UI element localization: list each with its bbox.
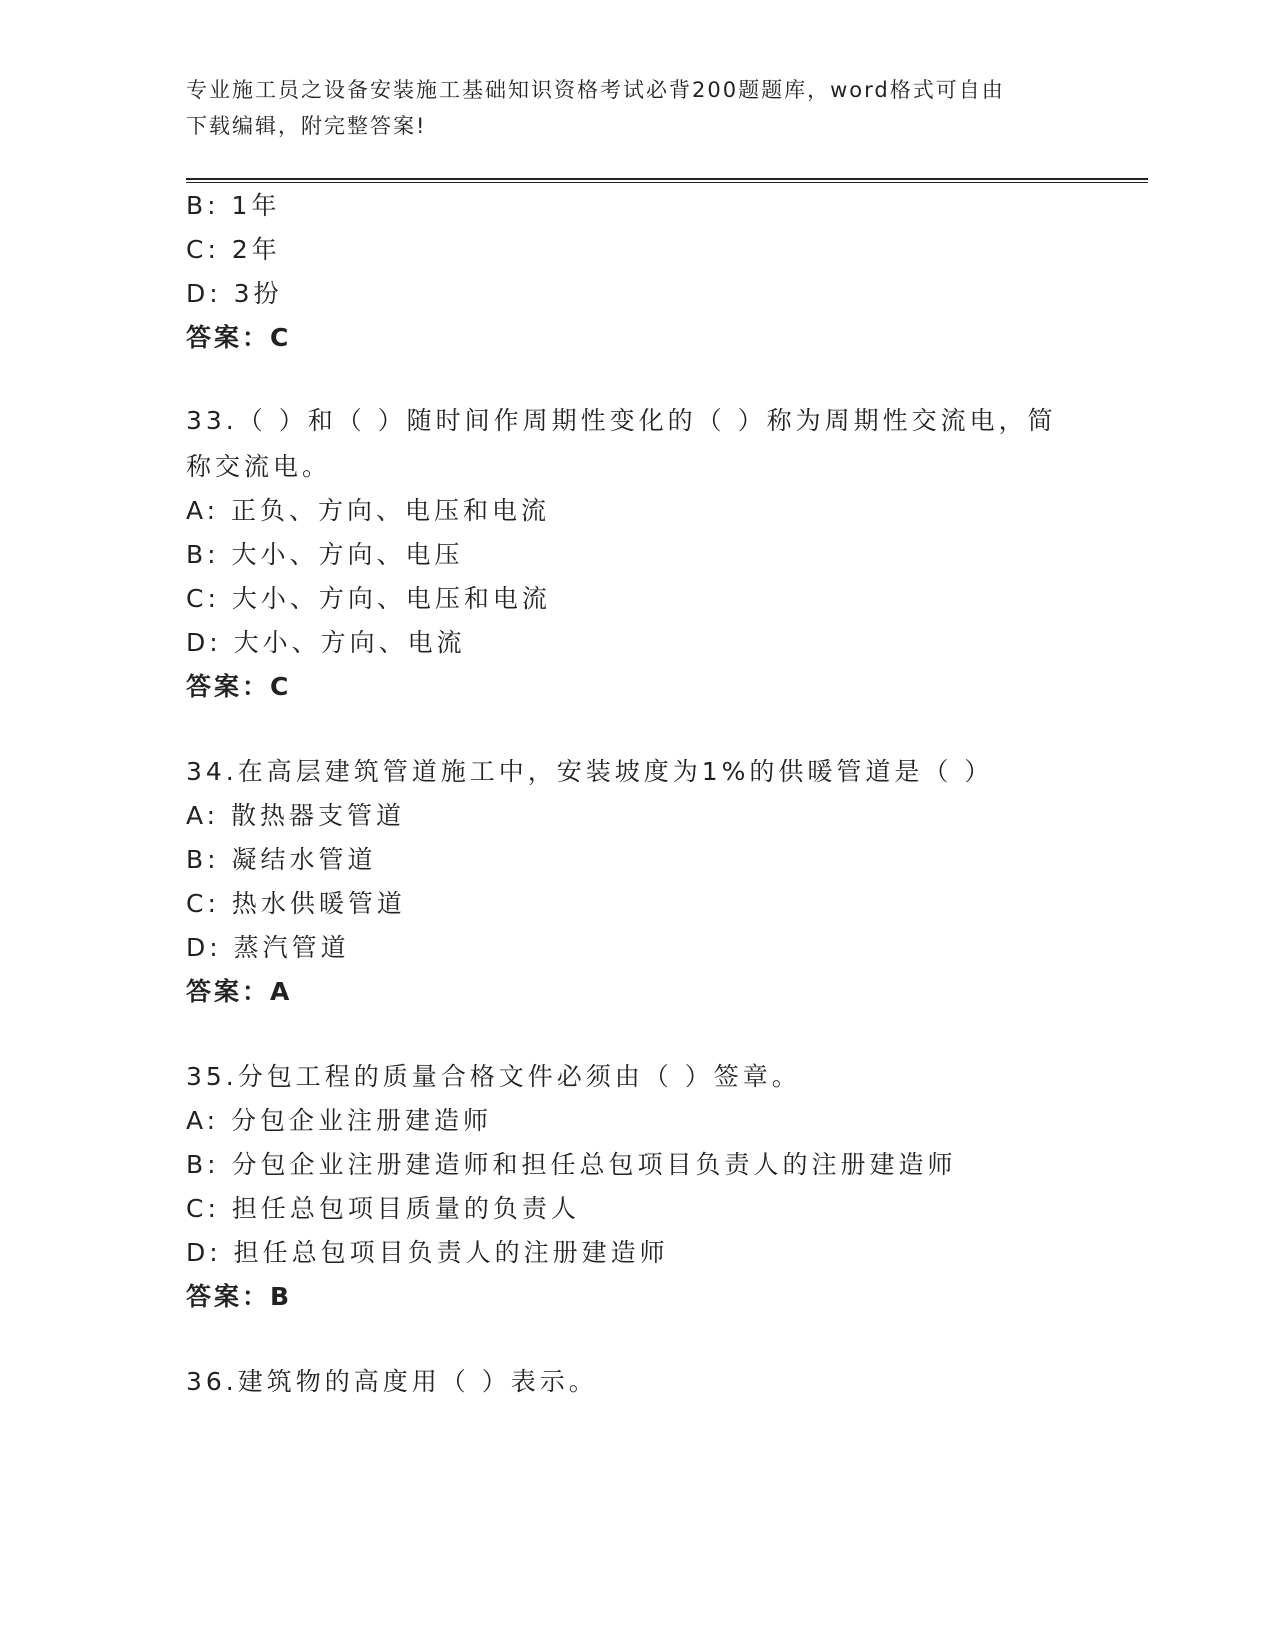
- header-line-1: 专业施工员之设备安装施工基础知识资格考试必背200题题库，word格式可自由: [186, 78, 1005, 102]
- question-34-option-a: A: 散热器支管道: [186, 801, 406, 830]
- question-36-stem: 36.建筑物的高度用（ ）表示。: [186, 1367, 598, 1396]
- question-34-answer: 答案：A: [186, 977, 293, 1006]
- header-divider-top: [186, 178, 1148, 180]
- question-33-option-d: D: 大小、方向、电流: [186, 628, 466, 657]
- header-line-2: 下载编辑，附完整答案!: [186, 114, 427, 138]
- header-divider-bottom: [186, 182, 1148, 183]
- question-35-answer: 答案：B: [186, 1282, 293, 1311]
- question-34-stem: 34.在高层建筑管道施工中，安装坡度为1%的供暖管道是（ ）: [186, 757, 994, 786]
- document-header: [186, 72, 1066, 144]
- prev-option-d: D: 3扮: [186, 279, 283, 308]
- question-34-option-d: D: 蒸汽管道: [186, 933, 350, 962]
- prev-answer: 答案：C: [186, 323, 292, 352]
- question-33-option-a: A: 正负、方向、电压和电流: [186, 496, 551, 525]
- question-33-option-b: B: 大小、方向、电压: [186, 540, 464, 569]
- question-35-option-a: A: 分包企业注册建造师: [186, 1106, 493, 1135]
- question-35-option-c: C: 担任总包项目质量的负责人: [186, 1194, 580, 1223]
- question-35-option-b: B: 分包企业注册建造师和担任总包项目负责人的注册建造师: [186, 1150, 957, 1179]
- question-35-option-d: D: 担任总包项目负责人的注册建造师: [186, 1238, 669, 1267]
- question-35-stem: 35.分包工程的质量合格文件必须由（ ）签章。: [186, 1062, 801, 1091]
- question-33-answer: 答案：C: [186, 672, 292, 701]
- question-33-stem: 33.（ ）和（ ）随时间作周期性变化的（ ）称为周期性交流电，简称交流电。: [186, 406, 1057, 481]
- prev-option-b: B: 1年: [186, 191, 281, 220]
- question-34-option-b: B: 凝结水管道: [186, 845, 377, 874]
- question-34-option-c: C: 热水供暖管道: [186, 889, 406, 918]
- question-33-option-c: C: 大小、方向、电压和电流: [186, 584, 551, 613]
- prev-option-c: C: 2年: [186, 235, 281, 264]
